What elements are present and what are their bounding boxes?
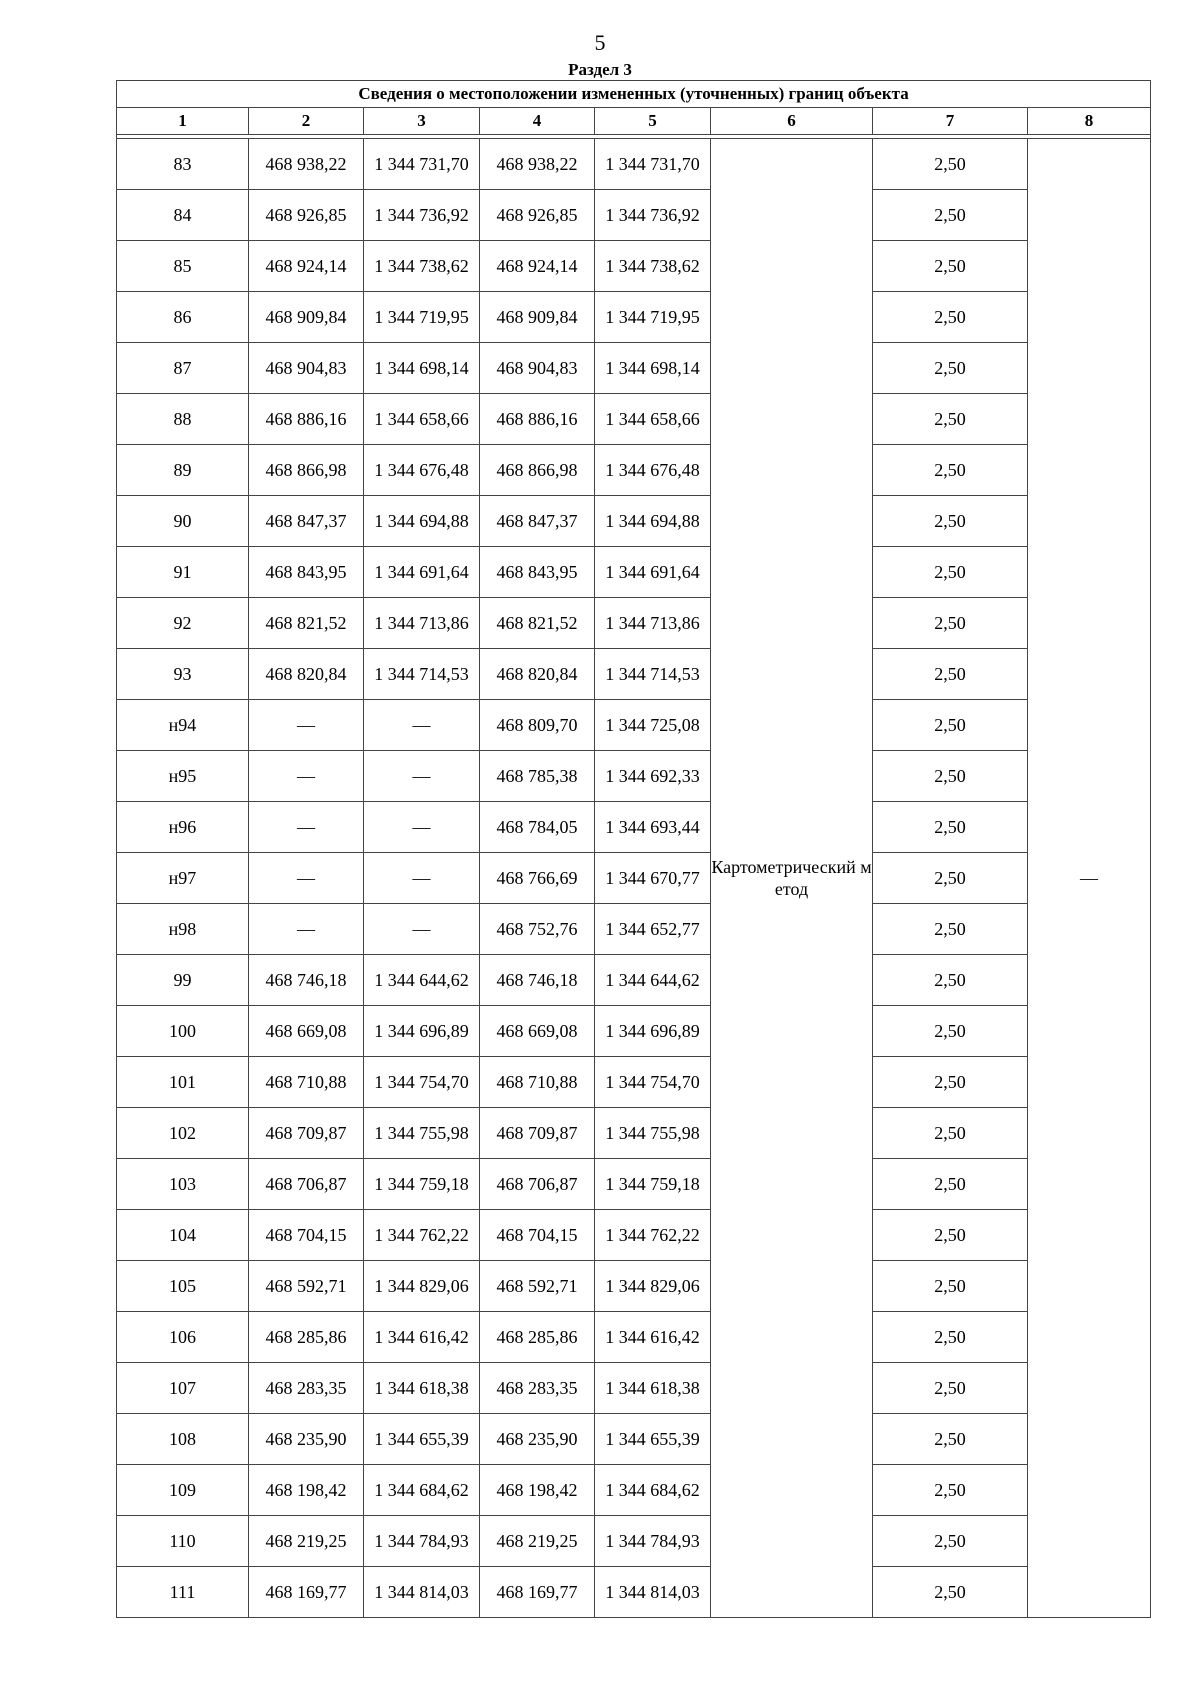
point-number-cell: 102: [117, 1108, 249, 1159]
x-existing-cell: 468 886,16: [249, 394, 364, 445]
precision-cell: 2,50: [873, 1210, 1028, 1261]
x-new-cell: 468 710,88: [480, 1057, 595, 1108]
section-title: Раздел 3: [568, 60, 632, 79]
table-row: [117, 343, 1151, 394]
y-new-cell: 1 344 644,62: [595, 955, 711, 1006]
y-existing-cell: 1 344 616,42: [364, 1312, 480, 1363]
y-new-cell: 1 344 762,22: [595, 1210, 711, 1261]
x-new-cell: 468 592,71: [480, 1261, 595, 1312]
y-existing-cell: 1 344 755,98: [364, 1108, 480, 1159]
x-existing-cell: 468 219,25: [249, 1516, 364, 1567]
y-new-cell: 1 344 759,18: [595, 1159, 711, 1210]
precision-cell: 2,50: [873, 139, 1028, 190]
table-row: [117, 853, 1151, 904]
table-row: [117, 955, 1151, 1006]
table-row: [117, 1414, 1151, 1465]
x-new-cell: 468 809,70: [480, 700, 595, 751]
table-row: [117, 751, 1151, 802]
y-existing-cell: 1 344 731,70: [364, 139, 480, 190]
y-new-cell: 1 344 652,77: [595, 904, 711, 955]
y-new-cell: 1 344 755,98: [595, 1108, 711, 1159]
x-existing-cell: 468 904,83: [249, 343, 364, 394]
precision-cell: 2,50: [873, 1261, 1028, 1312]
point-number-cell: н95: [117, 751, 249, 802]
y-existing-cell: 1 344 814,03: [364, 1567, 480, 1618]
y-new-cell: 1 344 814,03: [595, 1567, 711, 1618]
y-new-cell: 1 344 696,89: [595, 1006, 711, 1057]
table-row: [117, 241, 1151, 292]
x-new-cell: 468 820,84: [480, 649, 595, 700]
precision-cell: 2,50: [873, 343, 1028, 394]
precision-cell: 2,50: [873, 904, 1028, 955]
x-new-cell: 468 283,35: [480, 1363, 595, 1414]
y-existing-cell: 1 344 829,06: [364, 1261, 480, 1312]
table-row: [117, 190, 1151, 241]
x-existing-cell: 468 710,88: [249, 1057, 364, 1108]
x-existing-cell: 468 847,37: [249, 496, 364, 547]
precision-cell: 2,50: [873, 1465, 1028, 1516]
x-new-cell: 468 904,83: [480, 343, 595, 394]
y-new-cell: 1 344 616,42: [595, 1312, 711, 1363]
table-row: [117, 496, 1151, 547]
x-existing-cell: 468 285,86: [249, 1312, 364, 1363]
y-new-cell: 1 344 698,14: [595, 343, 711, 394]
y-new-cell: 1 344 784,93: [595, 1516, 711, 1567]
y-existing-cell: 1 344 762,22: [364, 1210, 480, 1261]
y-existing-cell: 1 344 694,88: [364, 496, 480, 547]
y-existing-cell: 1 344 618,38: [364, 1363, 480, 1414]
x-existing-cell: 468 938,22: [249, 139, 364, 190]
y-existing-cell: 1 344 713,86: [364, 598, 480, 649]
y-existing-cell: 1 344 698,14: [364, 343, 480, 394]
y-new-cell: 1 344 691,64: [595, 547, 711, 598]
point-number-cell: 110: [117, 1516, 249, 1567]
x-existing-cell: 468 169,77: [249, 1567, 364, 1618]
y-existing-cell: —: [364, 904, 480, 955]
x-existing-cell: 468 746,18: [249, 955, 364, 1006]
y-new-cell: 1 344 714,53: [595, 649, 711, 700]
table-row: [117, 1057, 1151, 1108]
precision-cell: 2,50: [873, 445, 1028, 496]
x-existing-cell: 468 283,35: [249, 1363, 364, 1414]
point-number-cell: 86: [117, 292, 249, 343]
point-number-cell: 105: [117, 1261, 249, 1312]
y-new-cell: 1 344 670,77: [595, 853, 711, 904]
y-new-cell: 1 344 738,62: [595, 241, 711, 292]
point-number-cell: 87: [117, 343, 249, 394]
table-row: [117, 1312, 1151, 1363]
column-header-row: [117, 108, 1151, 135]
table-row: [117, 1567, 1151, 1618]
table-row: [117, 1108, 1151, 1159]
x-existing-cell: 468 924,14: [249, 241, 364, 292]
y-existing-cell: 1 344 736,92: [364, 190, 480, 241]
x-existing-cell: 468 709,87: [249, 1108, 364, 1159]
column-header: 2: [249, 108, 364, 135]
x-new-cell: 468 285,86: [480, 1312, 595, 1363]
x-new-cell: 468 785,38: [480, 751, 595, 802]
x-new-cell: 468 909,84: [480, 292, 595, 343]
column-header: 3: [364, 108, 480, 135]
y-new-cell: 1 344 731,70: [595, 139, 711, 190]
x-existing-cell: 468 669,08: [249, 1006, 364, 1057]
precision-cell: 2,50: [873, 955, 1028, 1006]
x-new-cell: 468 669,08: [480, 1006, 595, 1057]
y-new-cell: 1 344 736,92: [595, 190, 711, 241]
precision-cell: 2,50: [873, 547, 1028, 598]
point-number-cell: 111: [117, 1567, 249, 1618]
table-row: [117, 700, 1151, 751]
y-existing-cell: 1 344 684,62: [364, 1465, 480, 1516]
x-existing-cell: 468 821,52: [249, 598, 364, 649]
precision-cell: 2,50: [873, 241, 1028, 292]
table-row: [117, 1363, 1151, 1414]
table-row: [117, 547, 1151, 598]
x-new-cell: 468 847,37: [480, 496, 595, 547]
precision-cell: 2,50: [873, 1516, 1028, 1567]
point-number-cell: н97: [117, 853, 249, 904]
y-new-cell: 1 344 694,88: [595, 496, 711, 547]
y-existing-cell: 1 344 719,95: [364, 292, 480, 343]
point-number-cell: 101: [117, 1057, 249, 1108]
y-new-cell: 1 344 684,62: [595, 1465, 711, 1516]
table-body: [117, 139, 1151, 1618]
column-header: 8: [1028, 108, 1151, 135]
point-number-cell: 99: [117, 955, 249, 1006]
y-existing-cell: 1 344 738,62: [364, 241, 480, 292]
point-number-cell: 93: [117, 649, 249, 700]
point-number-cell: н98: [117, 904, 249, 955]
column-header: 1: [117, 108, 249, 135]
precision-cell: 2,50: [873, 649, 1028, 700]
x-existing-cell: —: [249, 853, 364, 904]
point-number-cell: 106: [117, 1312, 249, 1363]
x-existing-cell: 468 235,90: [249, 1414, 364, 1465]
boundary-coordinates-table: [116, 80, 1151, 1618]
y-existing-cell: 1 344 754,70: [364, 1057, 480, 1108]
point-number-cell: 89: [117, 445, 249, 496]
x-existing-cell: 468 926,85: [249, 190, 364, 241]
x-existing-cell: 468 706,87: [249, 1159, 364, 1210]
table-row: [117, 445, 1151, 496]
point-number-cell: 88: [117, 394, 249, 445]
precision-cell: 2,50: [873, 496, 1028, 547]
x-new-cell: 468 924,14: [480, 241, 595, 292]
column-header: 6: [711, 108, 873, 135]
x-new-cell: 468 169,77: [480, 1567, 595, 1618]
y-new-cell: 1 344 692,33: [595, 751, 711, 802]
x-existing-cell: —: [249, 904, 364, 955]
table-row: [117, 1210, 1151, 1261]
precision-cell: 2,50: [873, 1159, 1028, 1210]
x-existing-cell: 468 592,71: [249, 1261, 364, 1312]
precision-cell: 2,50: [873, 292, 1028, 343]
x-existing-cell: 468 909,84: [249, 292, 364, 343]
table-row: [117, 1159, 1151, 1210]
y-existing-cell: 1 344 696,89: [364, 1006, 480, 1057]
table-row: [117, 598, 1151, 649]
table-row: [117, 292, 1151, 343]
x-new-cell: 468 746,18: [480, 955, 595, 1006]
x-new-cell: 468 821,52: [480, 598, 595, 649]
point-number-cell: 84: [117, 190, 249, 241]
point-number-cell: 108: [117, 1414, 249, 1465]
x-new-cell: 468 704,15: [480, 1210, 595, 1261]
x-new-cell: 468 886,16: [480, 394, 595, 445]
point-number-cell: н94: [117, 700, 249, 751]
column-header: 7: [873, 108, 1028, 135]
precision-cell: 2,50: [873, 700, 1028, 751]
point-number-cell: 104: [117, 1210, 249, 1261]
y-existing-cell: 1 344 714,53: [364, 649, 480, 700]
method-cell: Картометрический метод: [711, 139, 873, 1618]
table-row: [117, 1465, 1151, 1516]
y-existing-cell: —: [364, 751, 480, 802]
x-existing-cell: 468 704,15: [249, 1210, 364, 1261]
x-new-cell: 468 926,85: [480, 190, 595, 241]
x-new-cell: 468 198,42: [480, 1465, 595, 1516]
x-existing-cell: —: [249, 802, 364, 853]
y-existing-cell: 1 344 676,48: [364, 445, 480, 496]
x-new-cell: 468 709,87: [480, 1108, 595, 1159]
table-row: [117, 1516, 1151, 1567]
y-existing-cell: 1 344 655,39: [364, 1414, 480, 1465]
point-number-cell: 100: [117, 1006, 249, 1057]
y-existing-cell: 1 344 759,18: [364, 1159, 480, 1210]
precision-cell: 2,50: [873, 1006, 1028, 1057]
precision-cell: 2,50: [873, 802, 1028, 853]
y-existing-cell: 1 344 691,64: [364, 547, 480, 598]
precision-cell: 2,50: [873, 1057, 1028, 1108]
precision-cell: 2,50: [873, 1312, 1028, 1363]
point-number-cell: н96: [117, 802, 249, 853]
x-new-cell: 468 752,76: [480, 904, 595, 955]
point-number-cell: 107: [117, 1363, 249, 1414]
precision-cell: 2,50: [873, 853, 1028, 904]
y-existing-cell: —: [364, 853, 480, 904]
point-number-cell: 90: [117, 496, 249, 547]
x-new-cell: 468 843,95: [480, 547, 595, 598]
table-row: [117, 139, 1151, 190]
y-existing-cell: 1 344 658,66: [364, 394, 480, 445]
y-existing-cell: 1 344 644,62: [364, 955, 480, 1006]
y-existing-cell: 1 344 784,93: [364, 1516, 480, 1567]
precision-cell: 2,50: [873, 1414, 1028, 1465]
point-number-cell: 91: [117, 547, 249, 598]
y-new-cell: 1 344 754,70: [595, 1057, 711, 1108]
x-new-cell: 468 938,22: [480, 139, 595, 190]
column-header: 4: [480, 108, 595, 135]
point-number-cell: 103: [117, 1159, 249, 1210]
y-new-cell: 1 344 655,39: [595, 1414, 711, 1465]
x-existing-cell: 468 843,95: [249, 547, 364, 598]
y-existing-cell: —: [364, 802, 480, 853]
x-new-cell: 468 235,90: [480, 1414, 595, 1465]
point-number-cell: 109: [117, 1465, 249, 1516]
x-existing-cell: —: [249, 751, 364, 802]
table-row: [117, 904, 1151, 955]
y-new-cell: 1 344 725,08: [595, 700, 711, 751]
point-number-cell: 85: [117, 241, 249, 292]
table-row: [117, 649, 1151, 700]
precision-cell: 2,50: [873, 1108, 1028, 1159]
y-new-cell: 1 344 693,44: [595, 802, 711, 853]
page-number: 5: [594, 30, 606, 55]
precision-cell: 2,50: [873, 1363, 1028, 1414]
y-new-cell: 1 344 658,66: [595, 394, 711, 445]
x-new-cell: 468 219,25: [480, 1516, 595, 1567]
precision-cell: 2,50: [873, 190, 1028, 241]
y-new-cell: 1 344 618,38: [595, 1363, 711, 1414]
x-existing-cell: —: [249, 700, 364, 751]
precision-cell: 2,50: [873, 751, 1028, 802]
x-existing-cell: 468 820,84: [249, 649, 364, 700]
precision-cell: 2,50: [873, 1567, 1028, 1618]
column-header: 5: [595, 108, 711, 135]
x-existing-cell: 468 866,98: [249, 445, 364, 496]
precision-cell: 2,50: [873, 394, 1028, 445]
y-existing-cell: —: [364, 700, 480, 751]
y-new-cell: 1 344 719,95: [595, 292, 711, 343]
x-new-cell: 468 866,98: [480, 445, 595, 496]
x-new-cell: 468 706,87: [480, 1159, 595, 1210]
y-new-cell: 1 344 829,06: [595, 1261, 711, 1312]
point-number-cell: 92: [117, 598, 249, 649]
table-caption: Сведения о местоположении измененных (уточненных) границ объекта: [117, 81, 1151, 108]
table-row: [117, 394, 1151, 445]
table-row: [117, 1006, 1151, 1057]
y-new-cell: 1 344 676,48: [595, 445, 711, 496]
x-existing-cell: 468 198,42: [249, 1465, 364, 1516]
column-8-cell: —: [1028, 139, 1151, 1618]
x-new-cell: 468 766,69: [480, 853, 595, 904]
precision-cell: 2,50: [873, 598, 1028, 649]
x-new-cell: 468 784,05: [480, 802, 595, 853]
table-row: [117, 1261, 1151, 1312]
point-number-cell: 83: [117, 139, 249, 190]
table-row: [117, 802, 1151, 853]
y-new-cell: 1 344 713,86: [595, 598, 711, 649]
